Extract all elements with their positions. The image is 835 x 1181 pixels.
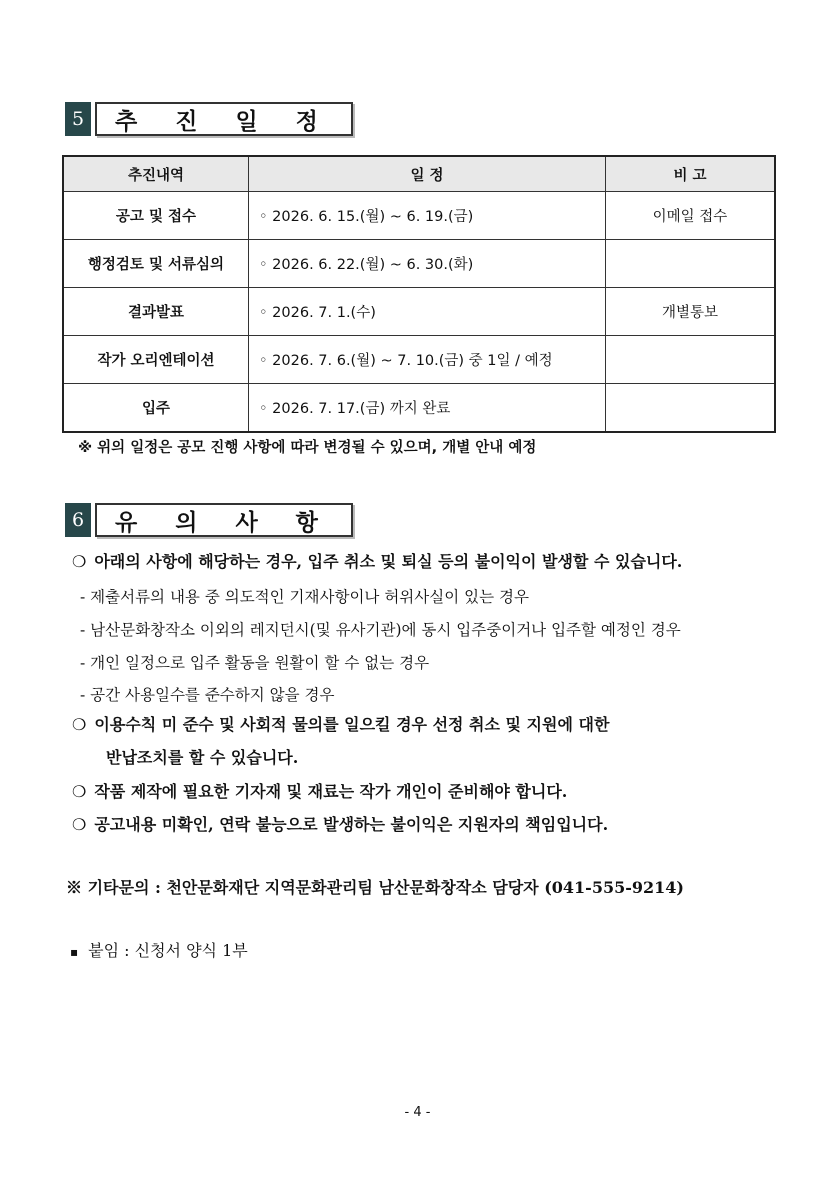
section-number: 6 xyxy=(65,503,91,537)
circle-bullet-icon: ❍ xyxy=(72,815,87,834)
notice-sub-1: - 제출서류의 내용 중 의도적인 기재사항이나 허위사실이 있는 경우 xyxy=(80,588,529,606)
circle-bullet-icon: ❍ xyxy=(72,782,87,801)
header-item: 추진내역 xyxy=(63,156,249,192)
attachment-line xyxy=(70,941,248,960)
notice-sub-4: - 공간 사용일수를 준수하지 않을 경우 xyxy=(80,686,335,704)
notice-text: 작품 제작에 필요한 기자재 및 재료는 작가 개인이 준비해야 합니다. xyxy=(94,782,568,801)
section-number: 5 xyxy=(65,102,91,136)
row-date: ◦ 2026. 7. 6.(월) ~ 7. 10.(금) 중 1일 / 예정 xyxy=(249,336,606,384)
section-title: 추 진 일 정 xyxy=(95,102,353,136)
row-date: ◦ 2026. 6. 15.(월) ~ 6. 19.(금) xyxy=(249,192,606,240)
header-date: 일 정 xyxy=(249,156,606,192)
attachment-text: 붙임 : 신청서 양식 1부 xyxy=(88,941,248,960)
row-date: ◦ 2026. 7. 17.(금) 까지 완료 xyxy=(249,384,606,433)
table-row xyxy=(63,240,775,288)
header-note: 비 고 xyxy=(606,156,776,192)
row-item: 작가 오리엔테이션 xyxy=(63,336,249,384)
row-item: 결과발표 xyxy=(63,288,249,336)
section-5-header xyxy=(65,102,353,136)
row-note xyxy=(606,240,776,288)
circle-bullet-icon: ❍ xyxy=(72,552,87,571)
notice-text: 아래의 사항에 해당하는 경우, 입주 취소 및 퇴실 등의 불이익이 발생할 수 있습니다. xyxy=(94,552,683,571)
page-number: - 4 - xyxy=(404,1105,431,1120)
notice-sub-3: - 개인 일정으로 입주 활동을 원활이 할 수 없는 경우 xyxy=(80,654,430,672)
row-note: 개별통보 xyxy=(606,288,776,336)
section-6-header xyxy=(65,503,353,537)
notice-item-4 xyxy=(72,815,608,834)
section-title: 유 의 사 항 xyxy=(95,503,353,537)
notice-text: 이용수칙 미 준수 및 사회적 물의를 일으킬 경우 선정 취소 및 지원에 대한 xyxy=(94,715,610,734)
table-row xyxy=(63,192,775,240)
schedule-table xyxy=(62,155,776,433)
notice-text: 공고내용 미확인, 연락 불능으로 발생하는 불이익은 지원자의 책임입니다. xyxy=(94,815,609,834)
row-date: ◦ 2026. 7. 1.(수) xyxy=(249,288,606,336)
table-header-row xyxy=(63,156,775,192)
row-item: 행정검토 및 서류심의 xyxy=(63,240,249,288)
schedule-footnote: ※ 위의 일정은 공모 진행 사항에 따라 변경될 수 있으며, 개별 안내 예정 xyxy=(78,440,537,456)
square-bullet-icon: ▪ xyxy=(70,945,79,959)
row-item: 입주 xyxy=(63,384,249,433)
notice-item-3 xyxy=(72,782,567,801)
row-note xyxy=(606,384,776,433)
row-item: 공고 및 접수 xyxy=(63,192,249,240)
notice-item-2-cont: 반납조치를 할 수 있습니다. xyxy=(106,748,299,767)
notice-item-1 xyxy=(72,552,682,571)
notice-item-2 xyxy=(72,715,782,734)
notice-sub-2: - 남산문화창작소 이외의 레지던시(및 유사기관)에 동시 입주중이거나 입주할 예정인 경우 xyxy=(80,621,681,639)
table-row xyxy=(63,288,775,336)
row-date: ◦ 2026. 6. 22.(월) ~ 6. 30.(화) xyxy=(249,240,606,288)
row-note xyxy=(606,336,776,384)
circle-bullet-icon: ❍ xyxy=(72,715,87,734)
table-row xyxy=(63,336,775,384)
table-row xyxy=(63,384,775,433)
row-note: 이메일 접수 xyxy=(606,192,776,240)
contact-info: ※ 기타문의 : 천안문화재단 지역문화관리팀 남산문화창작소 담당자 (041-555-9214) xyxy=(66,878,684,897)
